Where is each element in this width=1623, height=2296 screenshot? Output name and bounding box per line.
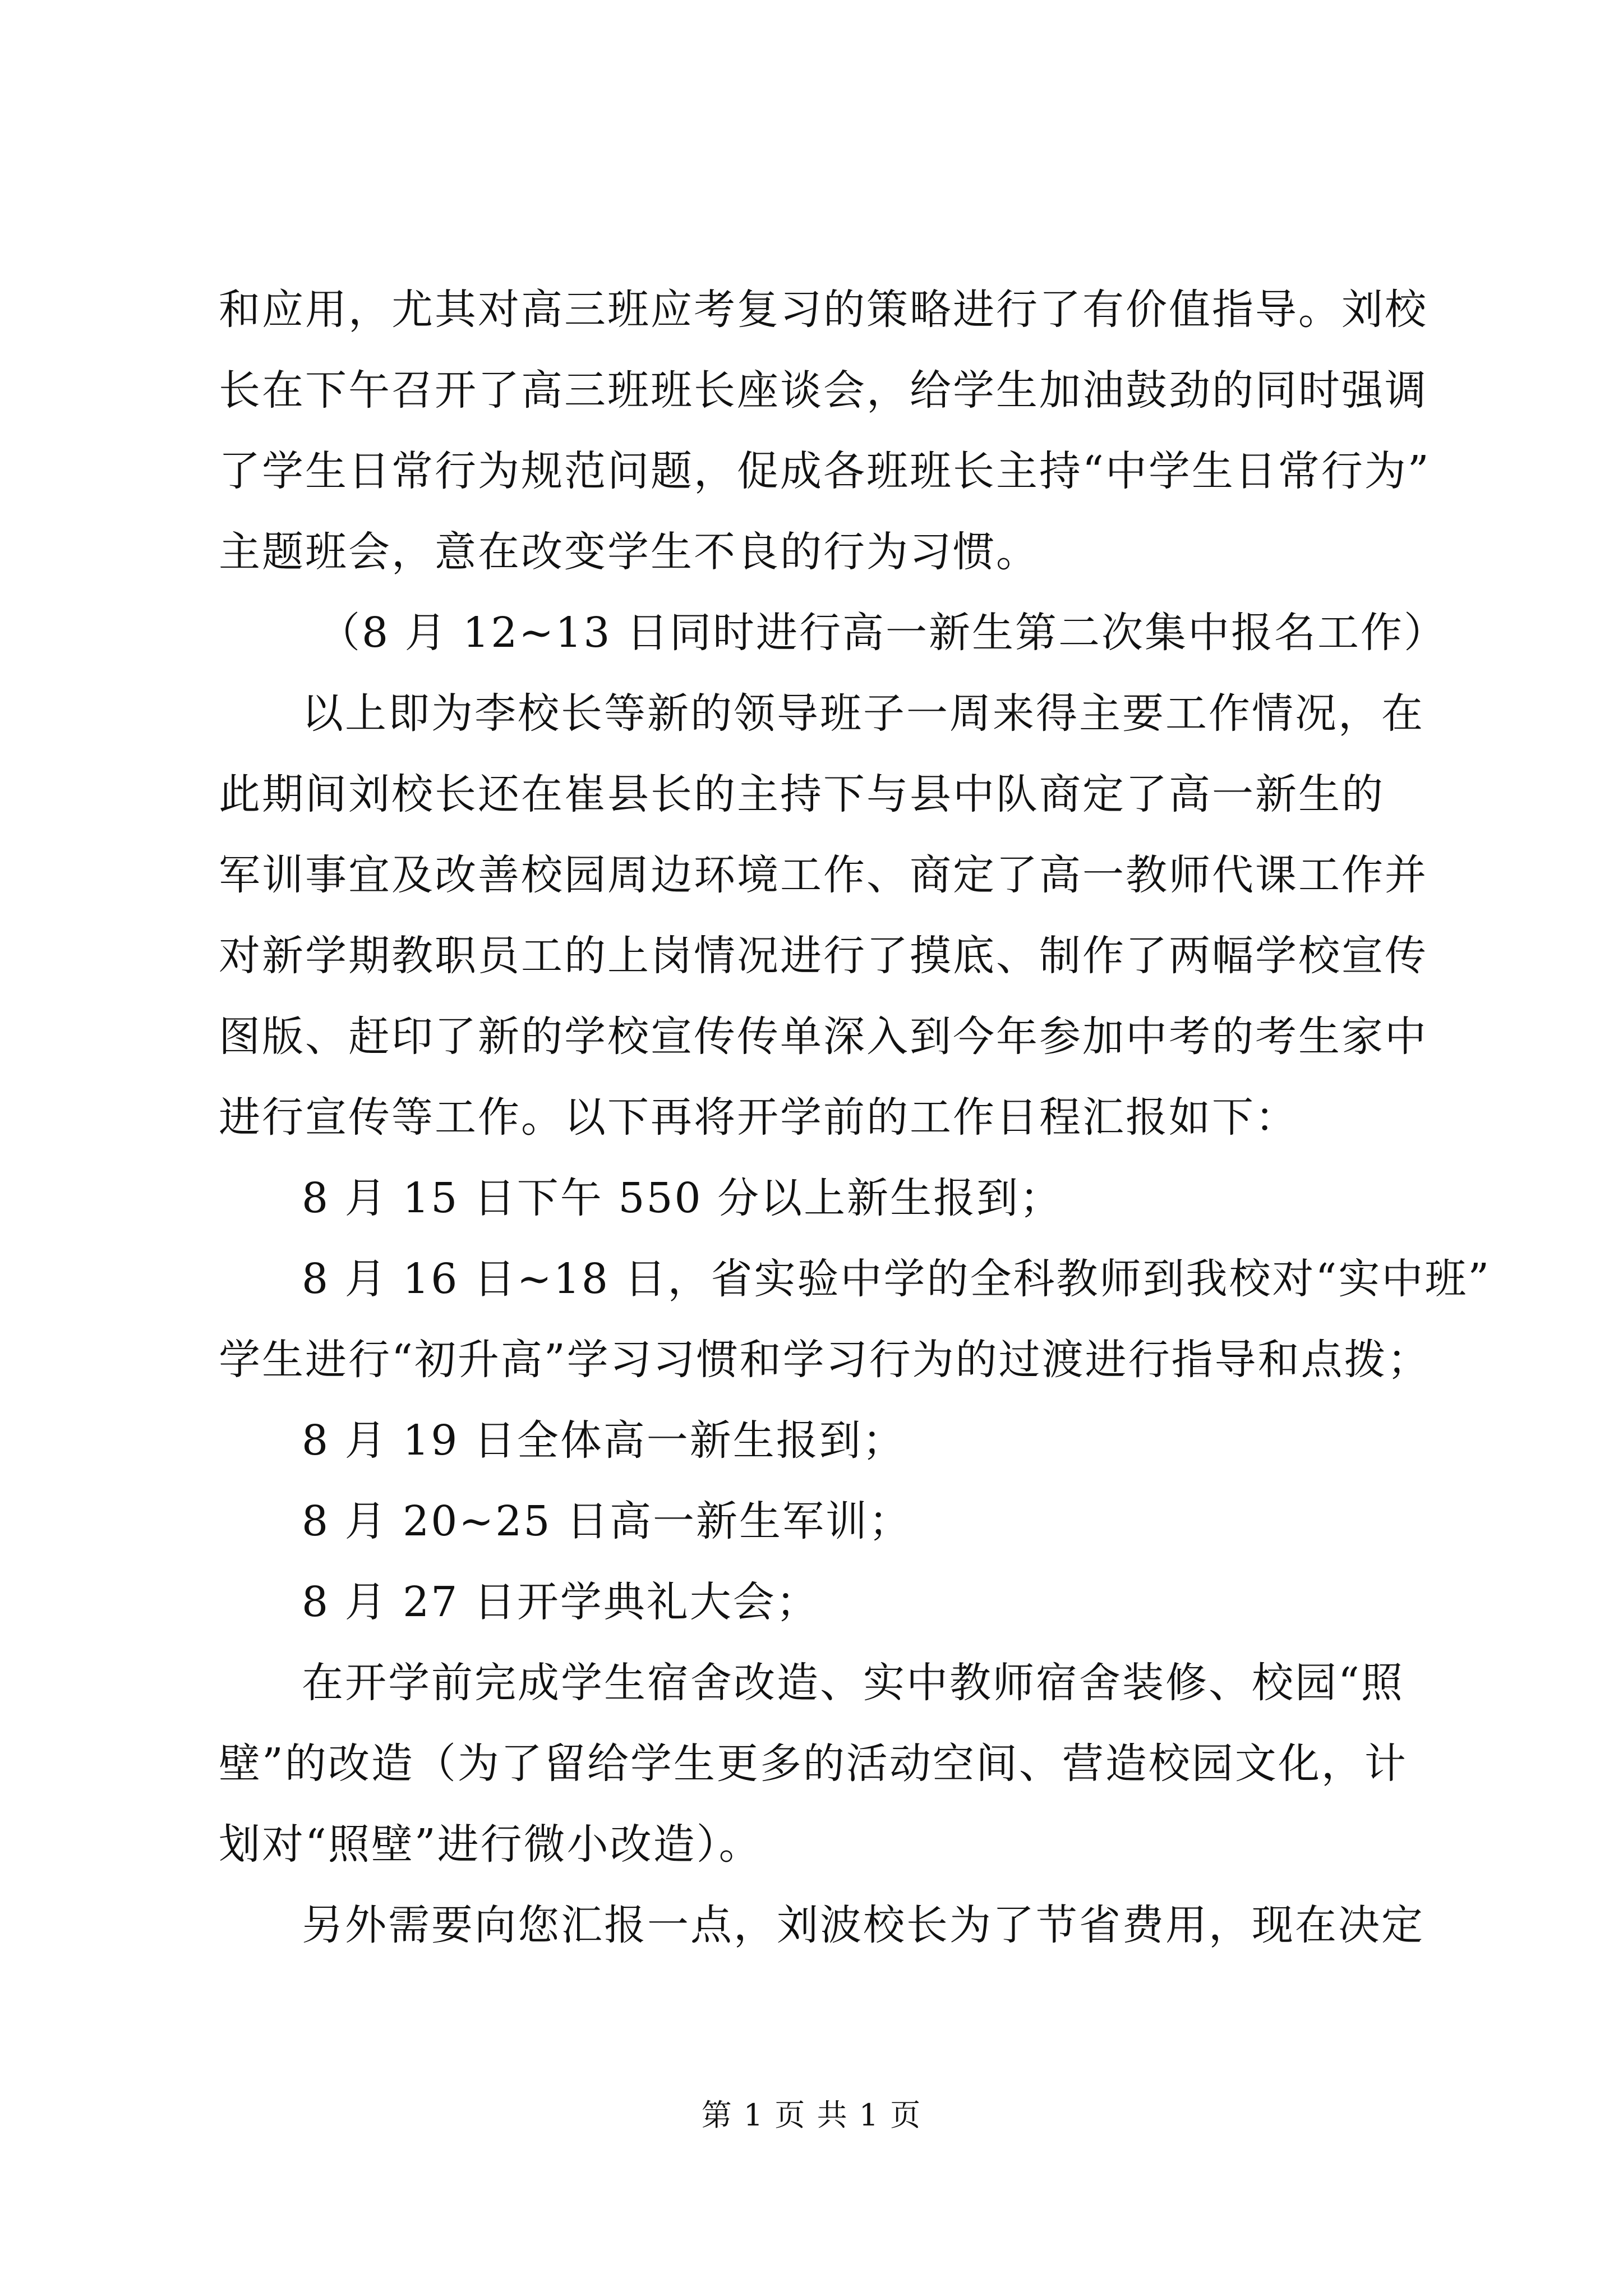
schedule-item: 8 月 27 日开学典礼大会； [302,1578,819,1626]
page-footer: 第 1 页 共 1 页 [701,2097,922,2133]
text-line: 和应用，尤其对高三班应考复习的策略进行了有价值指导。刘校 [219,286,1428,334]
schedule-item: 8 月 16 日~18 日，省实验中学的全科教师到我校对“实中班” [302,1255,1491,1303]
paragraph-start-line: 另外需要向您汇报一点，刘波校长为了节省费用，现在决定 [302,1901,1424,1949]
text-line: 划对“照壁”进行微小改造）。 [219,1820,762,1869]
text-line: 主题班会，意在改变学生不良的行为习惯。 [219,528,1039,576]
paragraph-start-line: 在开学前完成学生宿舍改造、实中教师宿舍装修、校园“照 [302,1659,1404,1707]
text-line: 壁”的改造（为了留给学生更多的活动空间、营造校园文化，计 [219,1740,1408,1788]
text-line: 军训事宜及改善校园周边环境工作、商定了高一教师代课工作并 [219,851,1428,899]
text-line: 此期间刘校长还在崔县长的主持下与县中队商定了高一新生的 [219,770,1385,818]
text-line: 长在下午召开了高三班班长座谈会，给学生加油鼓劲的同时强调 [219,366,1428,415]
schedule-item: 8 月 19 日全体高一新生报到； [302,1416,906,1465]
text-line: 学生进行“初升高”学习习惯和学习行为的过渡进行指导和点拨； [219,1336,1431,1384]
text-line: 了学生日常行为规范问题，促成各班班长主持“中学生日常行为” [219,447,1431,495]
schedule-item: 8 月 20~25 日高一新生军训； [302,1497,912,1545]
text-line-note: （8 月 12~13 日同时进行高一新生第二次集中报名工作） [319,609,1447,657]
paragraph-start-line: 以上即为李校长等新的领导班子一周来得主要工作情况，在 [302,689,1424,738]
text-line: 对新学期教职员工的上岗情况进行了摸底、制作了两幅学校宣传 [219,932,1428,980]
document-body [219,269,1491,1966]
text-line: 进行宣传等工作。以下再将开学前的工作日程汇报如下： [219,1093,1298,1142]
schedule-item: 8 月 15 日下午 550 分以上新生报到； [302,1174,1063,1222]
text-line: 图版、赶印了新的学校宣传传单深入到今年参加中考的考生家中 [219,1013,1428,1061]
